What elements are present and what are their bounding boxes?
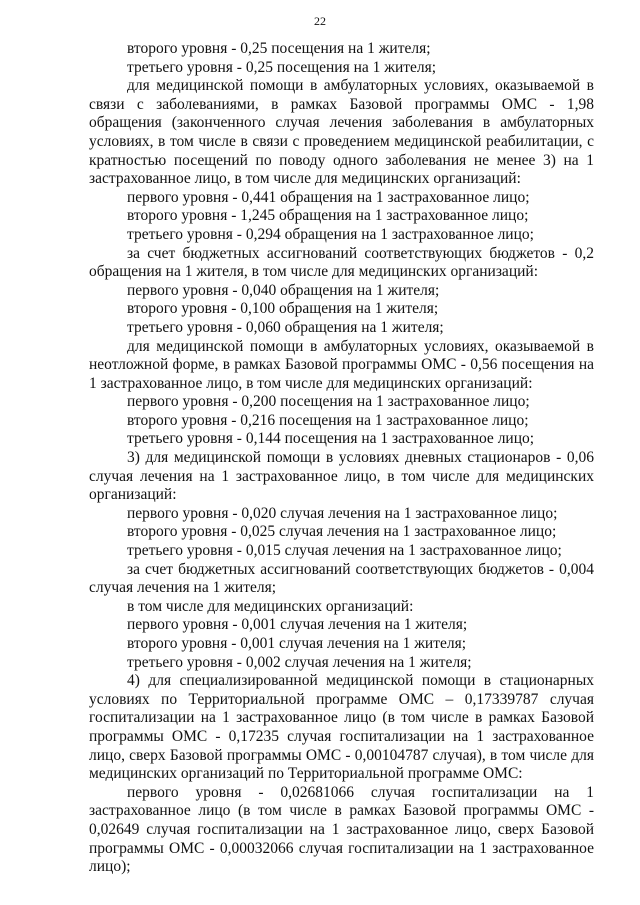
paragraph: за счет бюджетных ассигнований соответствующих бюджетов - 0,004 случая лечения на 1 жителя;	[89, 560, 594, 597]
paragraph: третьего уровня - 0,002 случая лечения на 1 жителя;	[127, 653, 472, 671]
paragraph: первого уровня - 0,020 случая лечения на 1 застрахованное лицо;	[127, 504, 558, 522]
page-number: 22	[314, 14, 326, 28]
paragraph: второго уровня - 0,001 случая лечения на 1 жителя;	[127, 635, 467, 652]
paragraph: второго уровня - 0,025 случая лечения на 1 застрахованное лицо;	[127, 523, 557, 541]
paragraph: третьего уровня - 0,294 обращения на 1 застрахованное лицо;	[127, 225, 534, 243]
paragraph: второго уровня - 0,100 обращения на 1 жителя;	[127, 300, 439, 318]
paragraph: третьего уровня - 0,015 случая лечения на 1 застрахованное лицо;	[127, 542, 562, 560]
paragraph: первого уровня - 0,040 обращения на 1 жителя;	[127, 281, 440, 299]
paragraph: третьего уровня - 0,144 посещения на 1 застрахованное лицо;	[127, 430, 535, 448]
paragraph: третьего уровня - 0,060 обращения на 1 жителя;	[127, 318, 444, 336]
paragraph: первого уровня - 0,02681066 случая госпитализации на 1 застрахованное лицо (в том числе в рамках Базовой программы ОМС - 0,02649 случая госпитализации на 1 застрахованное лицо, сверх Базовой программы ОМС - 0,00032066 случая госпитализации на 1 застрахованное лицо);	[89, 783, 594, 876]
paragraph: для медицинской помощи в амбулаторных условиях, оказываемой в связи с заболеваниями, в рамках Базовой программы ОМС - 1,98 обращения (законченного случая лечения заболевания в амбулаторных условиях, в том числе в связи с проведением медицинской реабилитации, с кратностью посещений по поводу одного заболевания не менее 3) на 1 застрахованное лицо, в том числе для медицинских организаций:	[89, 77, 594, 188]
paragraph: первого уровня - 0,200 посещения на 1 застрахованное лицо;	[127, 393, 530, 411]
paragraph: второго уровня - 1,245 обращения на 1 застрахованное лицо;	[127, 207, 529, 225]
document-body	[89, 40, 594, 877]
paragraph: в том числе для медицинских организаций:	[127, 597, 414, 615]
paragraph: 3) для медицинской помощи в условиях дневных стационаров - 0,06 случая лечения на 1 застрахованное лицо, в том числе для медицинских организаций:	[89, 449, 594, 504]
paragraph: первого уровня - 0,441 обращения на 1 застрахованное лицо;	[127, 188, 530, 206]
paragraph: второго уровня - 0,216 посещения на 1 застрахованное лицо;	[127, 411, 529, 429]
paragraph: за счет бюджетных ассигнований соответствующих бюджетов - 0,2 обращения на 1 жителя, в том числе для медицинских организаций:	[89, 244, 594, 281]
paragraph: для медицинской помощи в амбулаторных условиях, оказываемой в неотложной форме, в рамках Базовой программы ОМС - 0,56 посещения на 1 застрахованное лицо, в том числе для медицинских организаций:	[89, 337, 594, 392]
paragraph: второго уровня - 0,25 посещения на 1 жителя;	[127, 40, 431, 57]
paragraph: первого уровня - 0,001 случая лечения на 1 жителя;	[127, 616, 468, 634]
paragraph: 4) для специализированной медицинской помощи в стационарных условиях по Территориальной программе ОМС – 0,17339787 случая госпитализации на 1 застрахованное лицо (в том числе в рамках Базовой программы ОМС - 0,17235 случая госпитализации на 1 застрахованное лицо, сверх Базовой программы ОМС - 0,00104787 случая), в том числе для медицинских организаций по Территориальной программе ОМС:	[89, 672, 594, 783]
paragraph: третьего уровня - 0,25 посещения на 1 жителя;	[127, 58, 437, 76]
